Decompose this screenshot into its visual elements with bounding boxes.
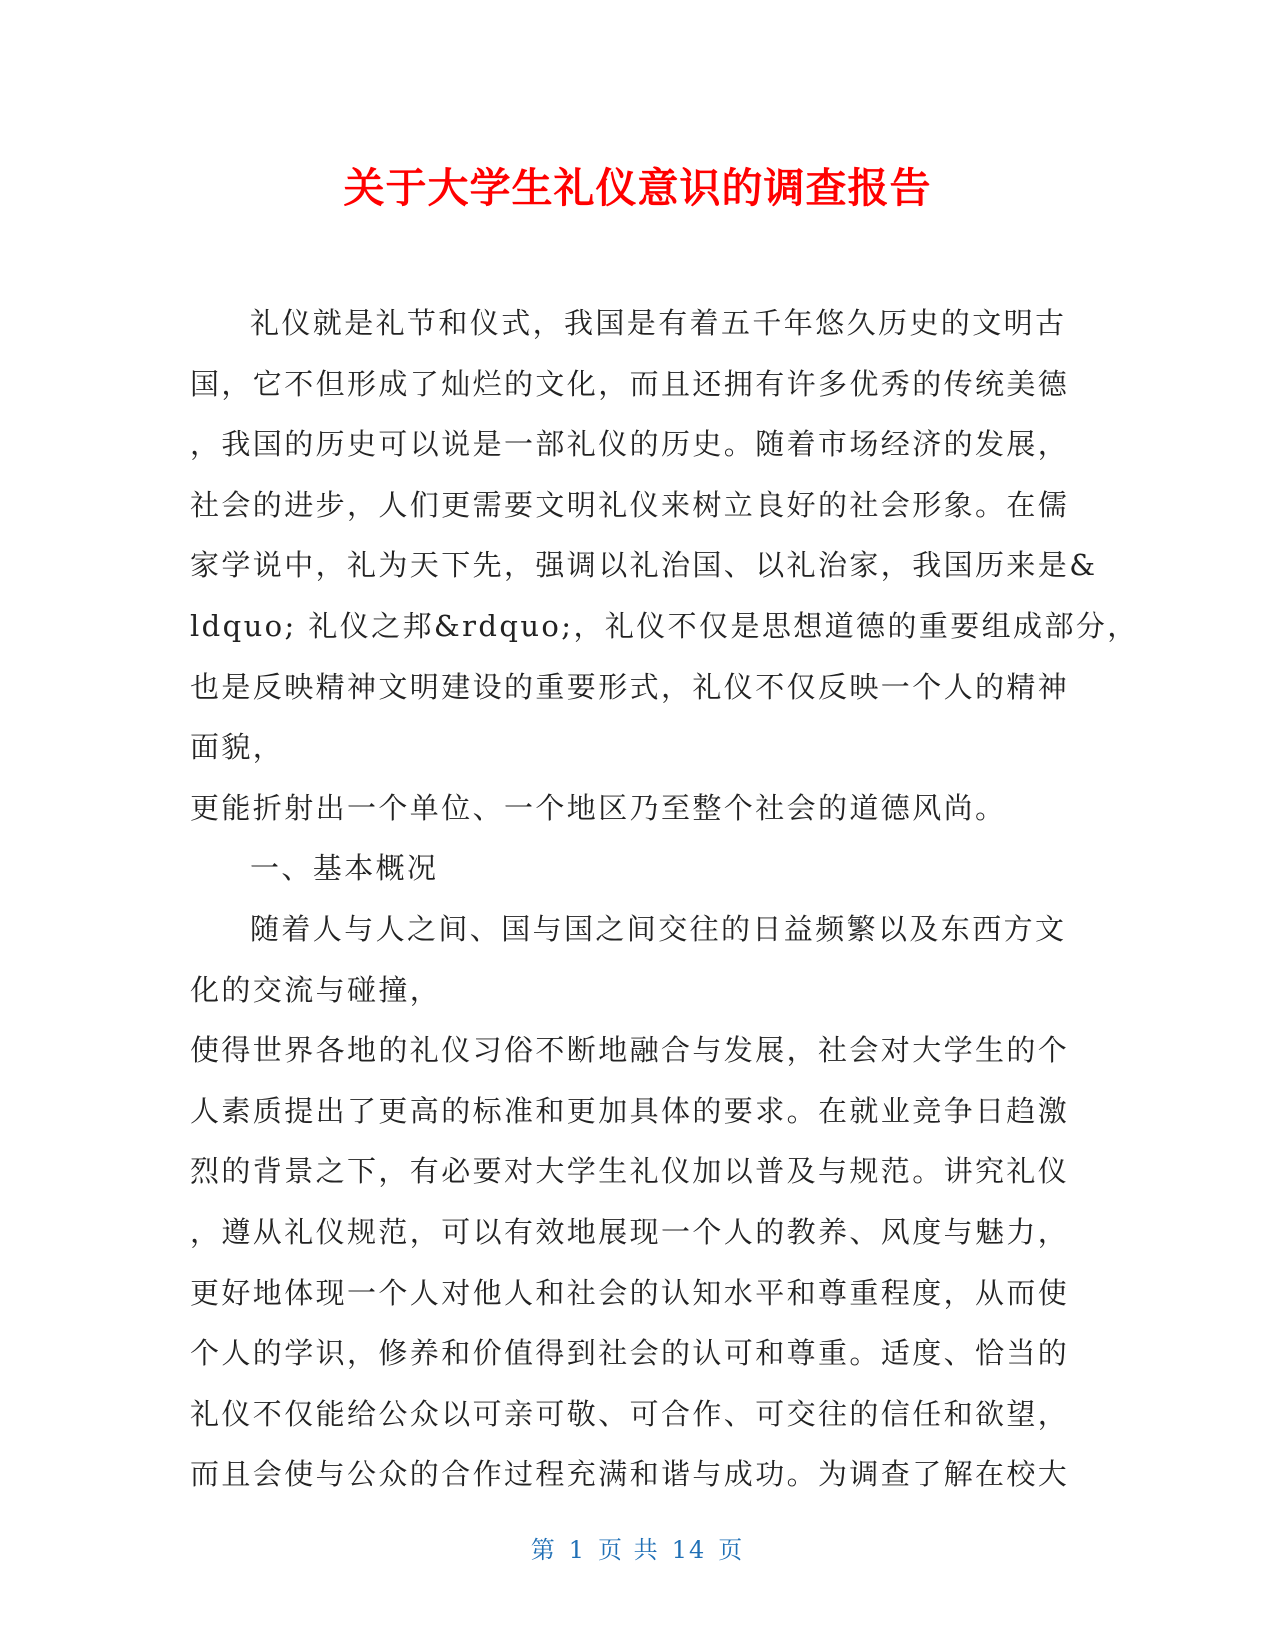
paragraph-line: 更好地体现一个人对他人和社会的认知水平和尊重程度，从而使 (190, 1275, 1070, 1310)
paragraph-line: 使得世界各地的礼仪习俗不断地融合与发展，社会对大学生的个 (190, 1033, 1070, 1068)
page-label-suffix: 页 (718, 1536, 745, 1564)
page-label-mid: 页 共 (598, 1536, 660, 1564)
paragraph-line: 国，它不但形成了灿烂的文化，而且还拥有许多优秀的传统美德 (190, 366, 1070, 401)
current-page-number: 1 (568, 1536, 587, 1564)
paragraph-line: 个人的学识，修养和价值得到社会的认可和尊重。适度、恰当的 (190, 1336, 1070, 1371)
document-title: 关于大学生礼仪意识的调查报告 (343, 164, 932, 212)
paragraph-line: ，我国的历史可以说是一部礼仪的历史。随着市场经济的发展， (190, 427, 1070, 462)
paragraph-line: 人素质提出了更高的标准和更加具体的要求。在就业竞争日趋激 (190, 1093, 1070, 1128)
paragraph-line: 而且会使与公众的合作过程充满和谐与成功。为调查了解在校大 (190, 1457, 1070, 1492)
document-body (190, 293, 1139, 1505)
paragraph-line: ，遵从礼仪规范，可以有效地展现一个人的教养、风度与魅力， (190, 1214, 1070, 1249)
paragraph-line: 社会的进步，人们更需要文明礼仪来树立良好的社会形象。在儒 (190, 487, 1070, 522)
paragraph-line: 礼仪不仅能给公众以可亲可敬、可合作、可交往的信任和欲望， (190, 1396, 1070, 1431)
paragraph-line: 更能折射出一个单位、一个地区乃至整个社会的道德风尚。 (190, 790, 1007, 825)
paragraph-line: 烈的背景之下，有必要对大学生礼仪加以普及与规范。讲究礼仪 (190, 1154, 1070, 1189)
paragraph-line: 家学说中，礼为天下先，强调以礼治国、以礼治家，我国历来是& (190, 548, 1098, 583)
paragraph-line: 礼仪就是礼节和仪式，我国是有着五千年悠久历史的文明古 (250, 306, 1067, 340)
paragraph-line: 也是反映精神文明建设的重要形式，礼仪不仅反映一个人的精神 (190, 669, 1070, 704)
paragraph-line: 面貌， (190, 730, 285, 765)
paragraph-line: 化的交流与碰撞， (190, 972, 442, 1007)
paragraph-line: 随着人与人之间、国与国之间交往的日益频繁以及东西方文 (250, 911, 1067, 946)
paragraph-line: ldquo; 礼仪之邦&rdquo;，礼仪不仅是思想道德的重要组成部分， (190, 608, 1139, 643)
total-pages-number: 14 (671, 1536, 707, 1564)
page-label-prefix: 第 (530, 1536, 557, 1564)
page-footer (0, 1534, 1275, 1566)
section-heading: 一、基本概况 (250, 851, 439, 886)
